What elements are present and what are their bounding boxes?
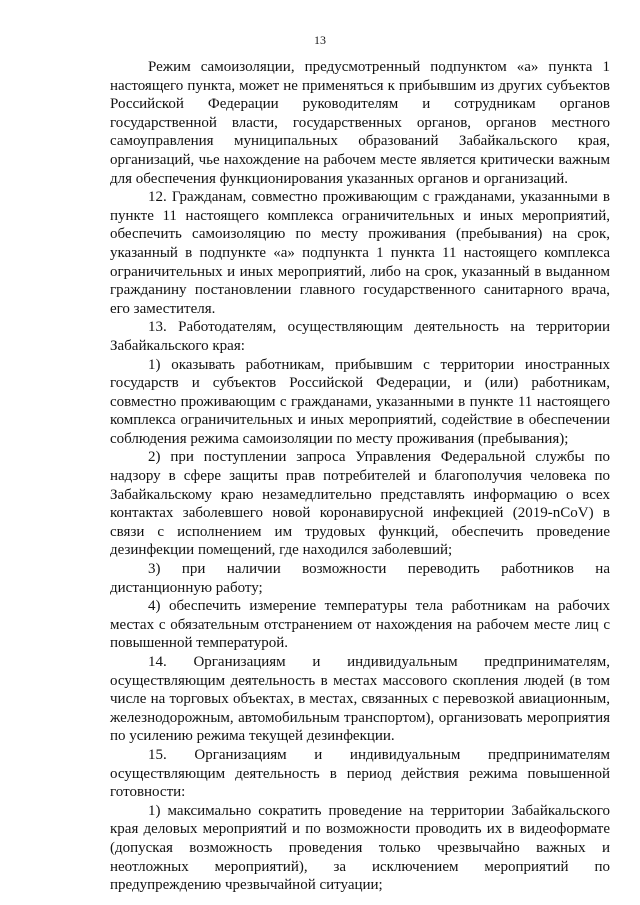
paragraph-item-13-4: 4) обеспечить измерение температуры тела работникам на рабочих местах с обязательным отстранением от нахождения на рабочем месте лиц с повышенной температурой. [110, 598, 610, 652]
paragraph-item-13: 13. Работодателям, осуществляющим деятельность на территории Забайкальского края: [110, 319, 610, 354]
paragraph-item-12: 12. Гражданам, совместно проживающим с гражданами, указанными в пункте 11 настоящего комплекса ограничительных и иных мероприятий, обеспечить самоизоляцию по месту проживания (пребывания) на срок, указанный в подпункте «а» подпункта 1 пункта 11 настоящего комплекса ограничительных и иных мероприятий, либо на срок, указанный в выданном гражданину постановлении главного государственного санитарного врача, его заместителя. [110, 189, 610, 317]
paragraph-item-15: 15. Организациям и индивидуальным предпринимателям осуществляющим деятельность в период действия режима повышенной готовности: [110, 746, 610, 801]
paragraph-item-13-3: 3) при наличии возможности переводить работников на дистанционную работу; [110, 561, 610, 596]
paragraph-self-isolation-exemption: Режим самоизоляции, предусмотренный подпунктом «а» пункта 1 настоящего пункта, может не применяться к прибывшим из других субъектов Российской Федерации руководителям и сотрудникам органов государственной власти, государственных органов, органов местного самоуправления муниципальных образований Забайкальского края, организаций, чье нахождение на рабочем месте является критически важным для обеспечения функционирования указанных органов и организаций. [110, 59, 610, 187]
paragraph-item-13-2: 2) при поступлении запроса Управления Федеральной службы по надзору в сфере защиты прав потребителей и благополучия человека по Забайкальскому краю незамедлительно представлять информацию о всех контактах заболевшего новой коронавирусной инфекцией (2019-nCoV) в связи с исполнением им трудовых функций, обеспечить проведение дезинфекции помещений, где находился заболевший; [110, 449, 610, 559]
document-body [110, 58, 610, 895]
paragraph-item-14: 14. Организациям и индивидуальным предпринимателям, осуществляющим деятельность в местах массового скопления людей (в том числе на торговых объектах, в местах, связанных с перевозкой авиационным, железнодорожным, автомобильным транспортом), организовать мероприятия по усилению режима текущей дезинфекции. [110, 654, 610, 745]
paragraph-item-13-1: 1) оказывать работникам, прибывшим с территории иностранных государств и субъектов Российской Федерации, и (или) работникам, совместно проживающим с гражданами, указанными в пункте 11 настоящего комплекса ограничительных и иных мероприятий, содействие в обеспечении соблюдения режима самоизоляции по месту проживания (пребывания); [110, 356, 610, 447]
paragraph-item-15-1: 1) максимально сократить проведение на территории Забайкальского края деловых мероприятий и по возможности проводить их в видеоформате (допуская возможность проведения только чрезвычайно важных и неотложных мероприятий), за исключением мероприятий по предупреждению чрезвычайной ситуации; [110, 802, 610, 894]
page-number: 13 [314, 33, 326, 47]
